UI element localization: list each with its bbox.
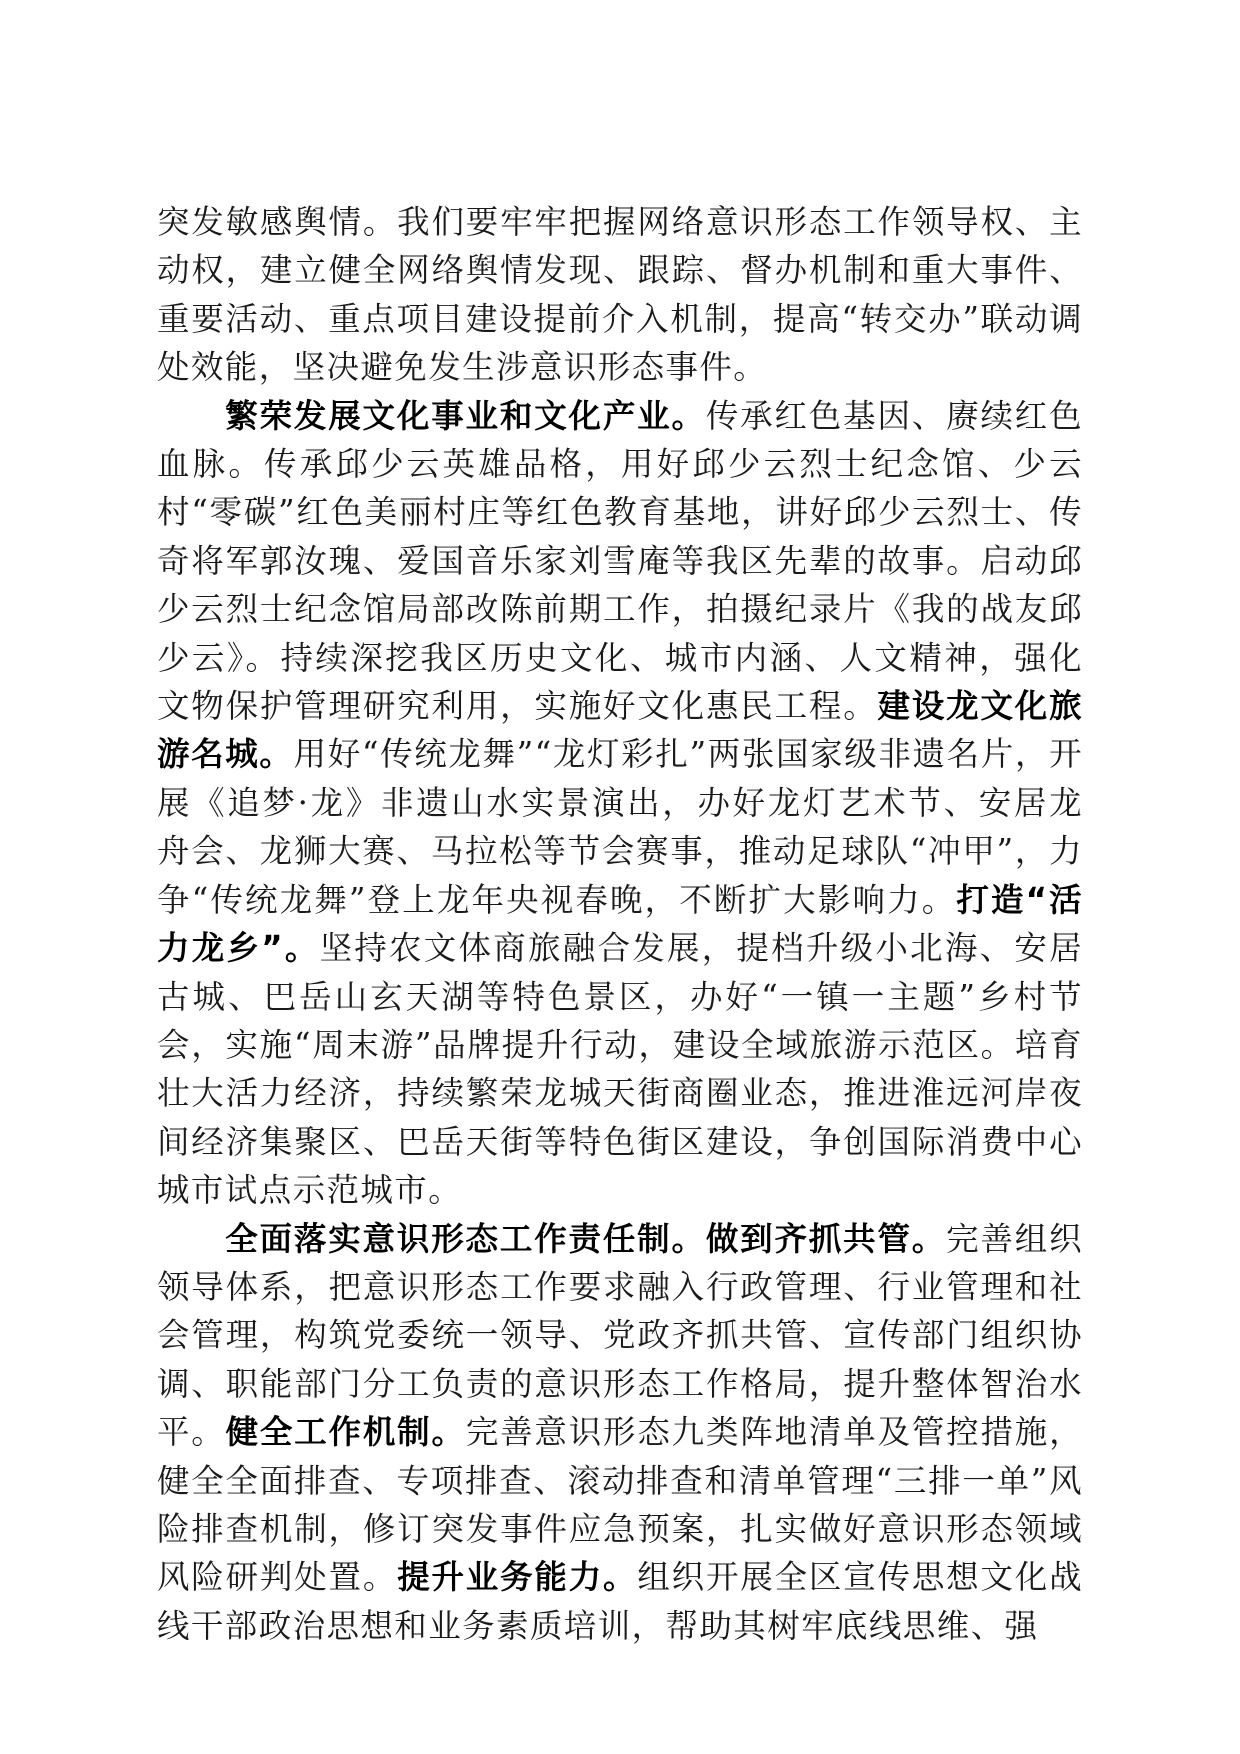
- paragraph-2: [157, 392, 1083, 1215]
- heading-work-mechanism: 健全工作机制。: [225, 1413, 466, 1452]
- document-body: [157, 198, 1083, 1650]
- paragraph-2-text-b: 用好“传统龙舞”“龙灯彩扎”两张国家级非遗名片，开展《追梦·龙》非遗山水实景演出，办好龙灯艺术节、安居龙舟会、龙狮大赛、马拉松等节会赛事，推动足球队“冲甲”，力争“传统龙舞”登上龙年央视春晚，不断扩大影响力。: [157, 735, 1083, 919]
- paragraph-3-text-a: 完善组织领导体系，把意识形态工作要求融入行政管理、行业管理和社会管理，构筑党委统一领导、党政齐抓共管、宣传部门组织协调、职能部门分工负责的意识形态工作格局，提升整体智治水平。: [157, 1219, 1083, 1452]
- heading-culture-industry: 繁荣发展文化事业和文化产业。: [225, 396, 706, 435]
- paragraph-3-text-c: 组织开展全区宣传思想文化战线干部政治思想和业务素质培训，帮助其树牢底线思维、强: [157, 1558, 1084, 1645]
- paragraph-1-text: 突发敏感舆情。我们要牢牢把握网络意识形态工作领导权、主动权，建立健全网络舆情发现、跟踪、督办机制和重大事件、重要活动、重点项目建设提前介入机制，提高“转交办”联动调处效能，坚决避免发生涉意识形态事件。: [157, 203, 1083, 387]
- paragraph-2-text-a: 传承红色基因、赓续红色血脉。传承邱少云英雄品格，用好邱少云烈士纪念馆、少云村“零碳”红色美丽村庄等红色教育基地，讲好邱少云烈士、传奇将军郭汝瑰、爱国音乐家刘雪庵等我区先辈的故事。启动邱少云烈士纪念馆局部改陈前期工作，拍摄纪录片《我的战友邱少云》。持续深挖我区历史文化、城市内涵、人文精神，强化文物保护管理研究利用，实施好文化惠民工程。: [157, 396, 1083, 726]
- heading-vitality-hometown: 打造“活力龙乡”。: [157, 880, 1083, 968]
- paragraph-3-text-b: 完善意识形态九类阵地清单及管控措施，健全全面排查、专项排查、滚动排查和清单管理“三排一单”风险排查机制，修订突发事件应急预案，扎实做好意识形态领域风险研判处置。: [157, 1413, 1083, 1597]
- heading-responsibility-system: 全面落实意识形态工作责任制。做到齐抓共管。: [225, 1219, 947, 1258]
- heading-business-capability: 提升业务能力。: [397, 1558, 638, 1597]
- paragraph-1: [157, 198, 1083, 392]
- paragraph-3: [157, 1215, 1083, 1651]
- heading-dragon-culture-city: 建设龙文化旅游名城。: [157, 687, 1084, 774]
- paragraph-2-text-c: 坚持农文体商旅融合发展，提档升级小北海、安居古城、巴岳山玄天湖等特色景区，办好“一镇一主题”乡村节会，实施“周末游”品牌提升行动，建设全域旅游示范区。培育壮大活力经济，持续繁荣龙城天街商圈业态，推进淮远河岸夜间经济集聚区、巴岳天街等特色街区建设，争创国际消费中心城市试点示范城市。: [157, 929, 1083, 1210]
